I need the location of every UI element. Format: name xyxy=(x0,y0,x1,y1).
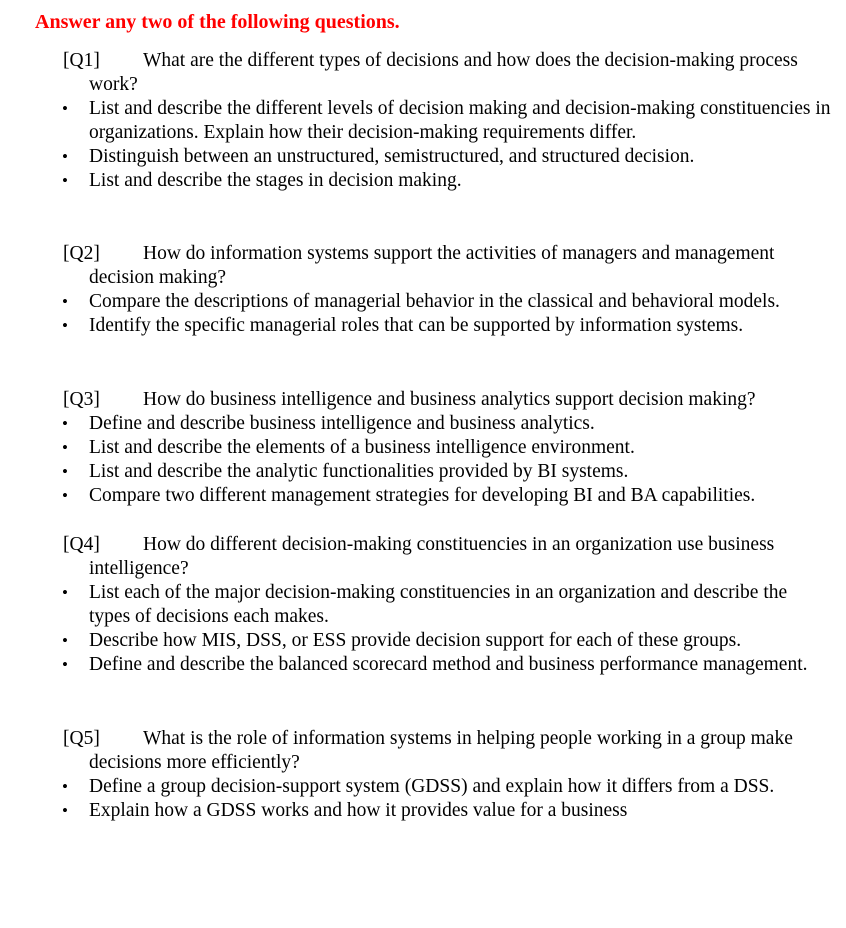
list-item-text: Describe how MIS, DSS, or ESS provide decision support for each of these groups. xyxy=(89,630,742,651)
list-item xyxy=(63,169,833,193)
list-item-text: List and describe the analytic functionalities provided by BI systems. xyxy=(89,461,629,482)
bullet-icon: • xyxy=(62,583,68,602)
question-number: [Q4] xyxy=(63,534,100,555)
bullet-icon: • xyxy=(62,777,68,796)
question-heading xyxy=(63,49,833,97)
bullet-icon: • xyxy=(62,171,68,190)
list-item-text: Define a group decision-support system (GDSS) and explain how it differs from a DSS. xyxy=(89,776,775,797)
bullet-icon: • xyxy=(62,147,68,166)
list-item xyxy=(63,581,833,629)
list-item xyxy=(63,799,833,823)
list-item-text: List and describe the different levels of decision making and decision-making constituencies in organizations. Explain how their decision-making requirements differ. xyxy=(89,98,831,143)
question-text: How do information systems support the activities of managers and management decision making? xyxy=(89,243,775,288)
list-item-text: List and describe the elements of a business intelligence environment. xyxy=(89,437,635,458)
list-item-text: Distinguish between an unstructured, semistructured, and structured decision. xyxy=(89,146,695,167)
list-item xyxy=(63,290,833,314)
question-block-q1 xyxy=(63,49,833,193)
question-block-q5 xyxy=(63,727,833,823)
question-block-q2 xyxy=(63,242,833,338)
question-block-q4 xyxy=(63,533,833,677)
question-heading xyxy=(63,388,833,412)
bullet-icon: • xyxy=(62,631,68,650)
instruction-heading: Answer any two of the following questions. xyxy=(35,11,400,33)
list-item xyxy=(63,629,833,653)
list-item xyxy=(63,484,833,508)
list-item xyxy=(63,775,833,799)
list-item-text: Explain how a GDSS works and how it provides value for a business xyxy=(89,800,628,821)
list-item xyxy=(63,460,833,484)
question-text: What are the different types of decisions and how does the decision-making process work? xyxy=(89,50,798,95)
question-number: [Q5] xyxy=(63,728,100,749)
list-item xyxy=(63,412,833,436)
bullet-icon: • xyxy=(62,414,68,433)
bullet-icon: • xyxy=(62,292,68,311)
bullet-list xyxy=(63,290,833,338)
bullet-list xyxy=(63,775,833,823)
bullet-icon: • xyxy=(62,655,68,674)
list-item xyxy=(63,436,833,460)
list-item-text: Identify the specific managerial roles that can be supported by information systems. xyxy=(89,315,744,336)
list-item-text: Compare the descriptions of managerial behavior in the classical and behavioral models. xyxy=(89,291,780,312)
question-heading xyxy=(63,533,833,581)
bullet-icon: • xyxy=(62,486,68,505)
question-number: [Q1] xyxy=(63,50,100,71)
bullet-icon: • xyxy=(62,462,68,481)
question-text: How do different decision-making constituencies in an organization use business intelligence? xyxy=(89,534,775,579)
list-item xyxy=(63,314,833,338)
bullet-icon: • xyxy=(62,99,68,118)
list-item xyxy=(63,97,833,145)
list-item-text: List each of the major decision-making constituencies in an organization and describe the types of decisions each makes. xyxy=(89,582,788,627)
bullet-list xyxy=(63,581,833,677)
question-number: [Q3] xyxy=(63,389,100,410)
list-item-text: Define and describe business intelligence and business analytics. xyxy=(89,413,595,434)
list-item xyxy=(63,653,833,677)
list-item-text: Compare two different management strategies for developing BI and BA capabilities. xyxy=(89,485,756,506)
question-heading xyxy=(63,242,833,290)
bullet-icon: • xyxy=(62,316,68,335)
question-text: What is the role of information systems in helping people working in a group make decisions more efficiently? xyxy=(89,728,793,773)
bullet-list xyxy=(63,412,833,508)
bullet-list xyxy=(63,97,833,193)
bullet-icon: • xyxy=(62,438,68,457)
question-block-q3 xyxy=(63,388,833,508)
list-item xyxy=(63,145,833,169)
bullet-icon: • xyxy=(62,801,68,820)
question-number: [Q2] xyxy=(63,243,100,264)
list-item-text: List and describe the stages in decision making. xyxy=(89,170,462,191)
question-text: How do business intelligence and business analytics support decision making? xyxy=(143,389,756,410)
question-heading xyxy=(63,727,833,775)
list-item-text: Define and describe the balanced scorecard method and business performance management. xyxy=(89,654,808,675)
